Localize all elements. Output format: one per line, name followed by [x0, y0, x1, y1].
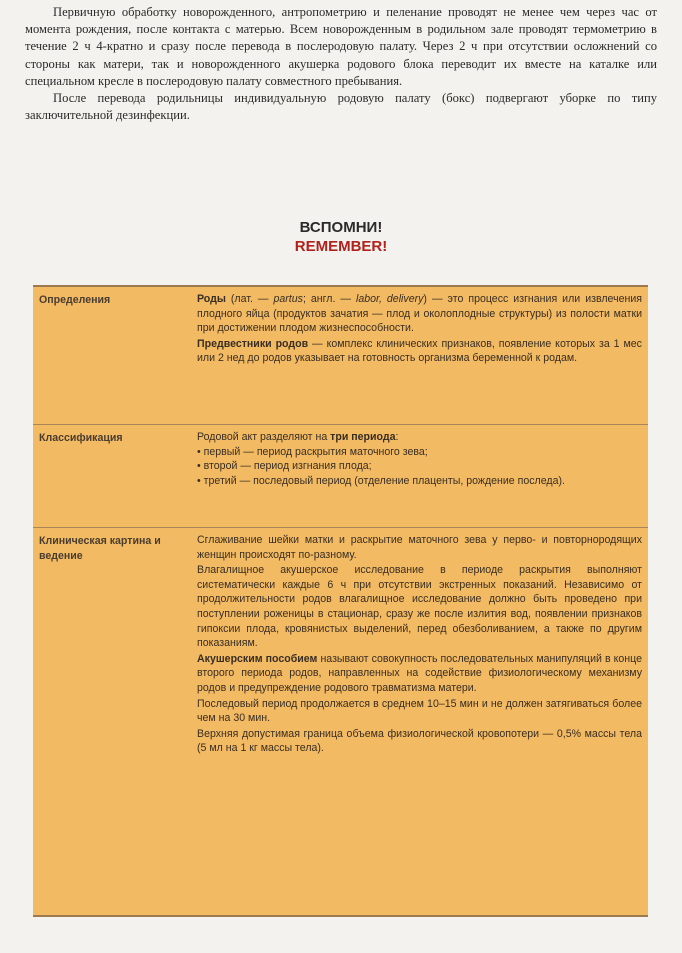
intro-text — [25, 4, 657, 124]
remember-title-en: REMEMBER! — [294, 238, 388, 255]
row-content-clinical — [189, 528, 648, 917]
classification-intro: Родовой акт разделяют на три периода: — [197, 431, 399, 443]
remember-heading — [0, 218, 682, 256]
clinical-paragraph: Акушерским пособием называют совокупность последовательных манипуляций в конце второго периода родов, направленных на содействие физиологическому механизму родов и предупреждение родового травматизма матери. — [197, 652, 642, 694]
term-english: labor, delivery — [356, 293, 424, 305]
definition-harbingers: Предвестники родов — комплекс клинических признаков, появление которых за 1 мес или 2 нед до родов указывает на готовность организма беременной к родам. — [197, 337, 642, 365]
list-item: • третий — последовый период (отделение плаценты, рождение последа). — [197, 474, 642, 489]
term-harbingers: Предвестники родов — [197, 337, 309, 350]
row-label-clinical: Клиническая картина и ведение — [39, 535, 161, 562]
term-obstetric-aid: Акушерским пособием — [197, 652, 318, 665]
row-clinical — [33, 527, 648, 917]
term-labor: Роды — [197, 293, 226, 305]
row-label-classification: Классификация — [39, 432, 123, 444]
remember-title-ru: ВСПОМНИ! — [299, 219, 383, 236]
remember-table — [33, 285, 648, 917]
clinical-paragraph: Влагалищное акушерское исследование в периоде раскрытия выполняют систематически каждые 6 ч при отсутствии экстренных показаний. Независимо от продолжительности родов влагалищное исследование должно быть проведено при поступлении роженицы в стационар, сразу же после излития вод, появлении признаков гипоксии плода, кровянистых выделений, перед обезболиванием, а также по другим показаниям. — [197, 564, 642, 650]
intro-paragraph-1: Первичную обработку новорожденного, антропометрию и пеленание проводят не менее чем через час от момента рождения, после контакта с матерью. Всем новорожденным в родильном зале проводят термометрию в течение 2 ч 4-кратно и сразу после перевода в послеродовую палату. Через 2 ч при отсутствии осложнений со стороны как матери, так и новорожденного акушерка родового блока переводит их вместе на каталке или специальном кресле в послеродовую палату совместного пребывания. — [25, 5, 657, 88]
row-label-definitions: Определения — [39, 294, 111, 306]
row-content-classification — [189, 425, 648, 527]
list-item: • второй — период изгнания плода; — [197, 459, 642, 474]
list-item: • первый — период раскрытия маточного зева; — [197, 445, 642, 460]
row-content-definitions — [189, 287, 648, 424]
clinical-paragraph: Верхняя допустимая граница объема физиологической кровопотери — 0,5% массы тела (5 мл на 1 кг массы тела). — [197, 727, 642, 755]
clinical-paragraph: Последовый период продолжается в среднем 10–15 мин и не должен затягиваться более чем на 30 мин. — [197, 697, 642, 725]
row-classification — [33, 424, 648, 527]
clinical-paragraph: Сглаживание шейки матки и раскрытие маточного зева у перво- и повторнородящих женщин происходят по-разному. — [197, 534, 642, 561]
intro-paragraph-2: После перевода родильницы индивидуальную родовую палату (бокс) подвергают уборке по типу заключительной дезинфекции. — [25, 91, 657, 123]
definition-labor: Роды (лат. — partus; англ. — labor, delivery) — это процесс изгнания или извлечения плодного яйца (продуктов зачатия — плод и околоплодные структуры) из полости матки при достижении плодом жизнеспособности. — [197, 293, 642, 335]
row-definitions — [33, 287, 648, 424]
term-latin: partus — [273, 293, 303, 305]
periods-list — [197, 445, 642, 489]
